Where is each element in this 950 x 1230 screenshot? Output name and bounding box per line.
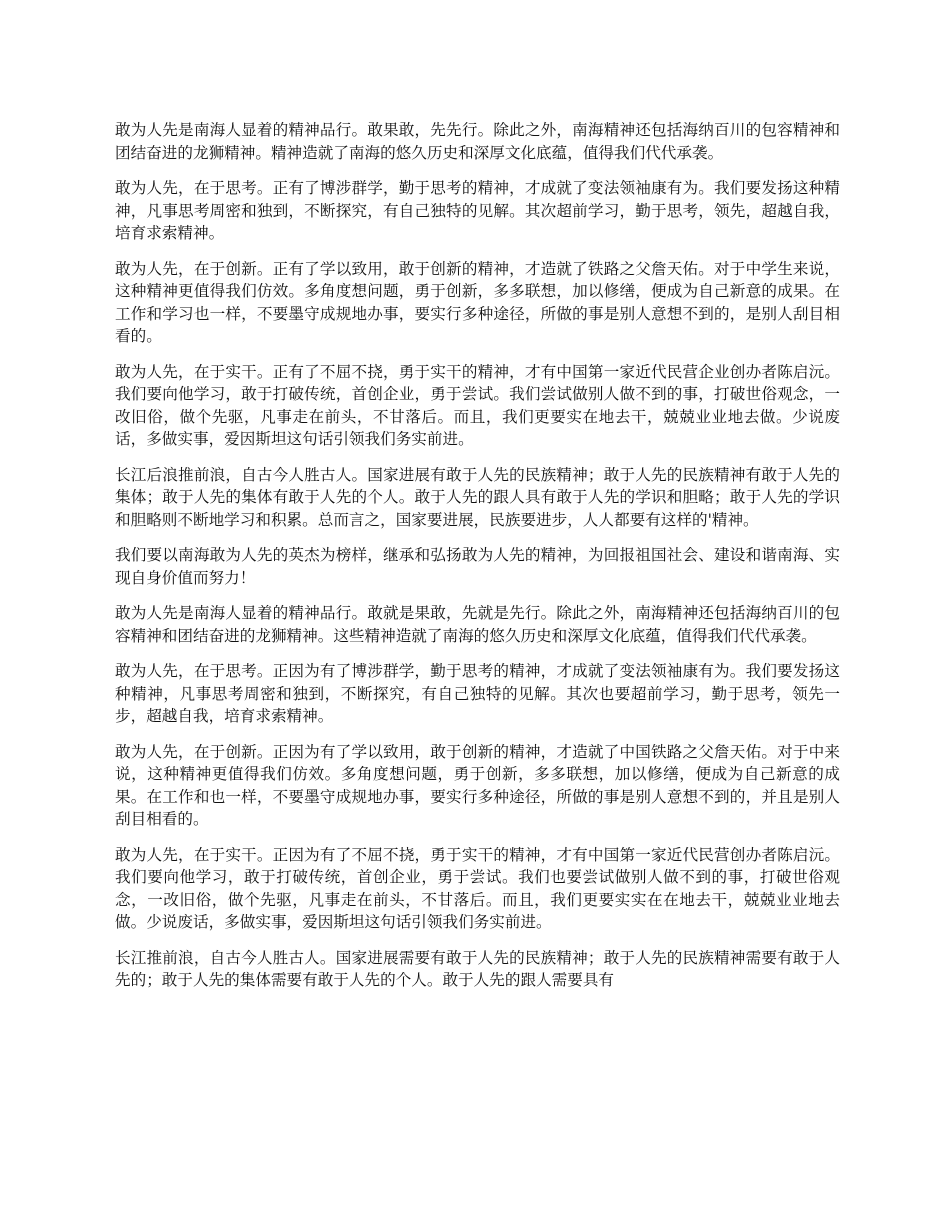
paragraph: 长江推前浪，自古今人胜古人。国家进展需要有敢于人先的民族精神；敢于人先的民族精神需要有敢于人先的；敢于人先的集体需要有敢于人先的个人。敢于人先的跟人需要具有 xyxy=(115,948,840,989)
paragraph: 敢为人先，在于实干。正有了不屈不挠，勇于实干的精神，才有中国第一家近代民营企业创办者陈启沅。我们要向他学习，敢于打破传统，首创企业，勇于尝试。我们尝试做别人做不到的事，打破世俗观念，一改旧俗，做个先驱，凡事走在前头，不甘落后。而且，我们更要实在地去干，兢兢业业地去做。少说废话，多做实事，爱因斯坦这句话引领我们务实前进。 xyxy=(115,362,840,448)
document-body xyxy=(115,119,840,1005)
paragraph: 敢为人先，在于创新。正因为有了学以致用，敢于创新的精神，才造就了中国铁路之父詹天佑。对于中来说，这种精神更值得我们仿效。多角度想问题，勇于创新，多多联想，加以修缮，便成为自己新意的成果。在工作和也一样，不要墨守成规地办事，要实行多种途径，所做的事是别人意想不到的，并且是别人刮目相看的。 xyxy=(115,742,840,828)
paragraph: 敢为人先，在于思考。正因为有了博涉群学，勤于思考的精神，才成就了变法领袖康有为。我们要发扬这种精神，凡事思考周密和独到，不断探究，有自己独特的见解。其次也要超前学习，勤于思考，领先一步，超越自我，培育求索精神。 xyxy=(115,662,840,725)
paragraph: 敢为人先是南海人显着的精神品行。敢果敢，先先行。除此之外，南海精神还包括海纳百川的包容精神和团结奋进的龙狮精神。精神造就了南海的悠久历史和深厚文化底蕴，值得我们代代承袭。 xyxy=(115,121,840,162)
paragraph: 敢为人先，在于实干。正因为有了不屈不挠，勇于实干的精神，才有中国第一家近代民营创办者陈启沅。我们要向他学习，敢于打破传统，首创企业，勇于尝试。我们也要尝试做别人做不到的事，打破世俗观念，一改旧俗，做个先驱，凡事走在前头，不甘落后。而且，我们更要实实在在地去干，兢兢业业地去做。少说废话，多做实事，爱因斯坦这句话引领我们务实前进。 xyxy=(115,845,840,931)
paragraph: 敢为人先，在于思考。正有了博涉群学，勤于思考的精神，才成就了变法领袖康有为。我们要发扬这种精神，凡事思考周密和独到，不断探究，有自己独特的见解。其次超前学习，勤于思考，领先，超越自我，培育求索精神。 xyxy=(115,179,840,242)
paragraph: 敢为人先是南海人显着的精神品行。敢就是果敢，先就是先行。除此之外，南海精神还包括海纳百川的包容精神和团结奋进的龙狮精神。这些精神造就了南海的悠久历史和深厚文化底蕴，值得我们代代承袭。 xyxy=(115,604,840,645)
paragraph: 我们要以南海敢为人先的英杰为榜样，继承和弘扬敢为人先的精神，为回报祖国社会、建设和谐南海、实现自身价值而努力！ xyxy=(115,546,840,587)
paragraph: 敢为人先，在于创新。正有了学以致用，敢于创新的精神，才造就了铁路之父詹天佑。对于中学生来说，这种精神更值得我们仿效。多角度想问题，勇于创新，多多联想，加以修缮，便成为自己新意的成果。在工作和学习也一样，不要墨守成规地办事，要实行多种途径，所做的事是别人意想不到的，是别人刮目相看的。 xyxy=(115,259,840,345)
paragraph: 长江后浪推前浪，自古今人胜古人。国家进展有敢于人先的民族精神；敢于人先的民族精神有敢于人先的集体；敢于人先的集体有敢于人先的个人。敢于人先的跟人具有敢于人先的学识和胆略；敢于人先的学识和胆略则不断地学习和积累。总而言之，国家要进展，民族要进步，人人都要有这样的'精神。 xyxy=(115,465,840,529)
